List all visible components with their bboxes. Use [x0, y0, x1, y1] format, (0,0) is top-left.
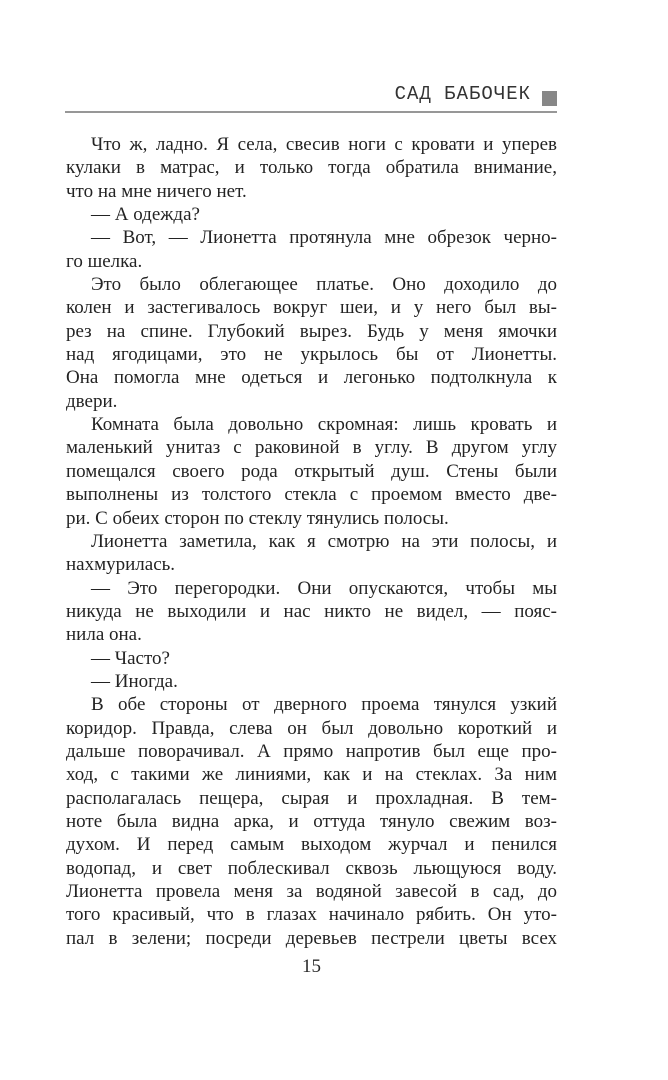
text-line: над ягодицами, это не укрылось бы от Лионетты. — [66, 344, 557, 366]
text-line: — Вот, — Лионетта протянула мне обрезок черно- — [91, 227, 557, 249]
text-line: никуда не выходили и нас никто не видел, — пояс- — [66, 600, 557, 622]
text-line: двери. — [66, 390, 118, 412]
paragraph — [66, 577, 557, 647]
text-line: Лионетта заметила, как я смотрю на эти полосы, и — [91, 530, 557, 552]
text-line: рез на спине. Глубокий вырез. Будь у меня ямочки — [66, 320, 557, 342]
text-line: Комната была довольно скромная: лишь кровать и — [91, 414, 557, 436]
paragraph — [66, 226, 557, 273]
text-line: помещался своего рода открытый душ. Стены были — [66, 460, 557, 482]
paragraph — [66, 413, 557, 530]
text-line: Это было облегающее платье. Оно доходило до — [91, 274, 557, 296]
text-line: ри. С обеих сторон по стеклу тянулись полосы. — [66, 507, 449, 529]
text-line: — А одежда? — [91, 204, 200, 226]
text-line: нахмурилась. — [66, 554, 176, 576]
text-line: маленький унитаз с раковиной в углу. В другом углу — [66, 437, 557, 459]
text-line: выполнены из толстого стекла с проемом вместо две- — [66, 484, 557, 506]
paragraph — [66, 203, 557, 226]
paragraph — [66, 647, 557, 670]
running-header — [66, 84, 557, 107]
text-line: го шелка. — [66, 250, 143, 272]
paragraph — [66, 273, 557, 413]
section-marker-icon — [542, 91, 557, 106]
text-line: Лионетта провела меня за водяной завесой в сад, до — [66, 881, 557, 902]
text-line: того красивый, что в глазах начинало рябить. Он уто- — [66, 904, 557, 926]
running-title: САД БАБОЧЕК — [394, 83, 531, 105]
text-line: располагалась пещера, сырая и прохладная. В тем- — [66, 787, 557, 809]
text-line: — Иногда. — [91, 670, 178, 692]
text-line: кулаки в матрас, и только тогда обратила внимание, — [66, 157, 557, 179]
text-line: водопад, и свет поблескивал сквозь льющуюся воду. — [66, 857, 557, 879]
text-line: ноте была видна арка, и оттуда тянуло свежим воз- — [66, 810, 557, 832]
text-line: В обе стороны от дверного проема тянулся узкий — [91, 694, 557, 716]
text-line: нила она. — [66, 624, 142, 646]
paragraph — [66, 670, 557, 693]
body-text — [66, 133, 557, 950]
page-number: 15 — [302, 956, 321, 977]
text-line: — Часто? — [91, 647, 170, 669]
text-line: колен и застегивалось вокруг шеи, и у него был вы- — [66, 297, 557, 319]
text-line: духом. И перед самым выходом журчал и пенился — [66, 834, 557, 856]
text-line: ход, с такими же линиями, как и на стеклах. За ним — [66, 764, 557, 786]
paragraph — [66, 530, 557, 577]
header-rule-divider — [65, 111, 557, 113]
text-line: пал в зелени; посреди деревьев пестрели цветы всех — [66, 927, 557, 949]
text-line: дальше поворачивал. А прямо напротив был еще про- — [66, 740, 557, 762]
text-line: Она помогла мне одеться и легонько подтолкнула к — [66, 367, 557, 389]
paragraph — [66, 693, 557, 950]
paragraph — [66, 133, 557, 203]
text-line: коридор. Правда, слева он был довольно короткий и — [66, 717, 557, 739]
text-line: Что ж, ладно. Я села, свесив ноги с кровати и уперев — [91, 134, 557, 155]
text-line: — Это перегородки. Они опускаются, чтобы мы — [91, 577, 557, 599]
text-line: что на мне ничего нет. — [66, 180, 247, 202]
